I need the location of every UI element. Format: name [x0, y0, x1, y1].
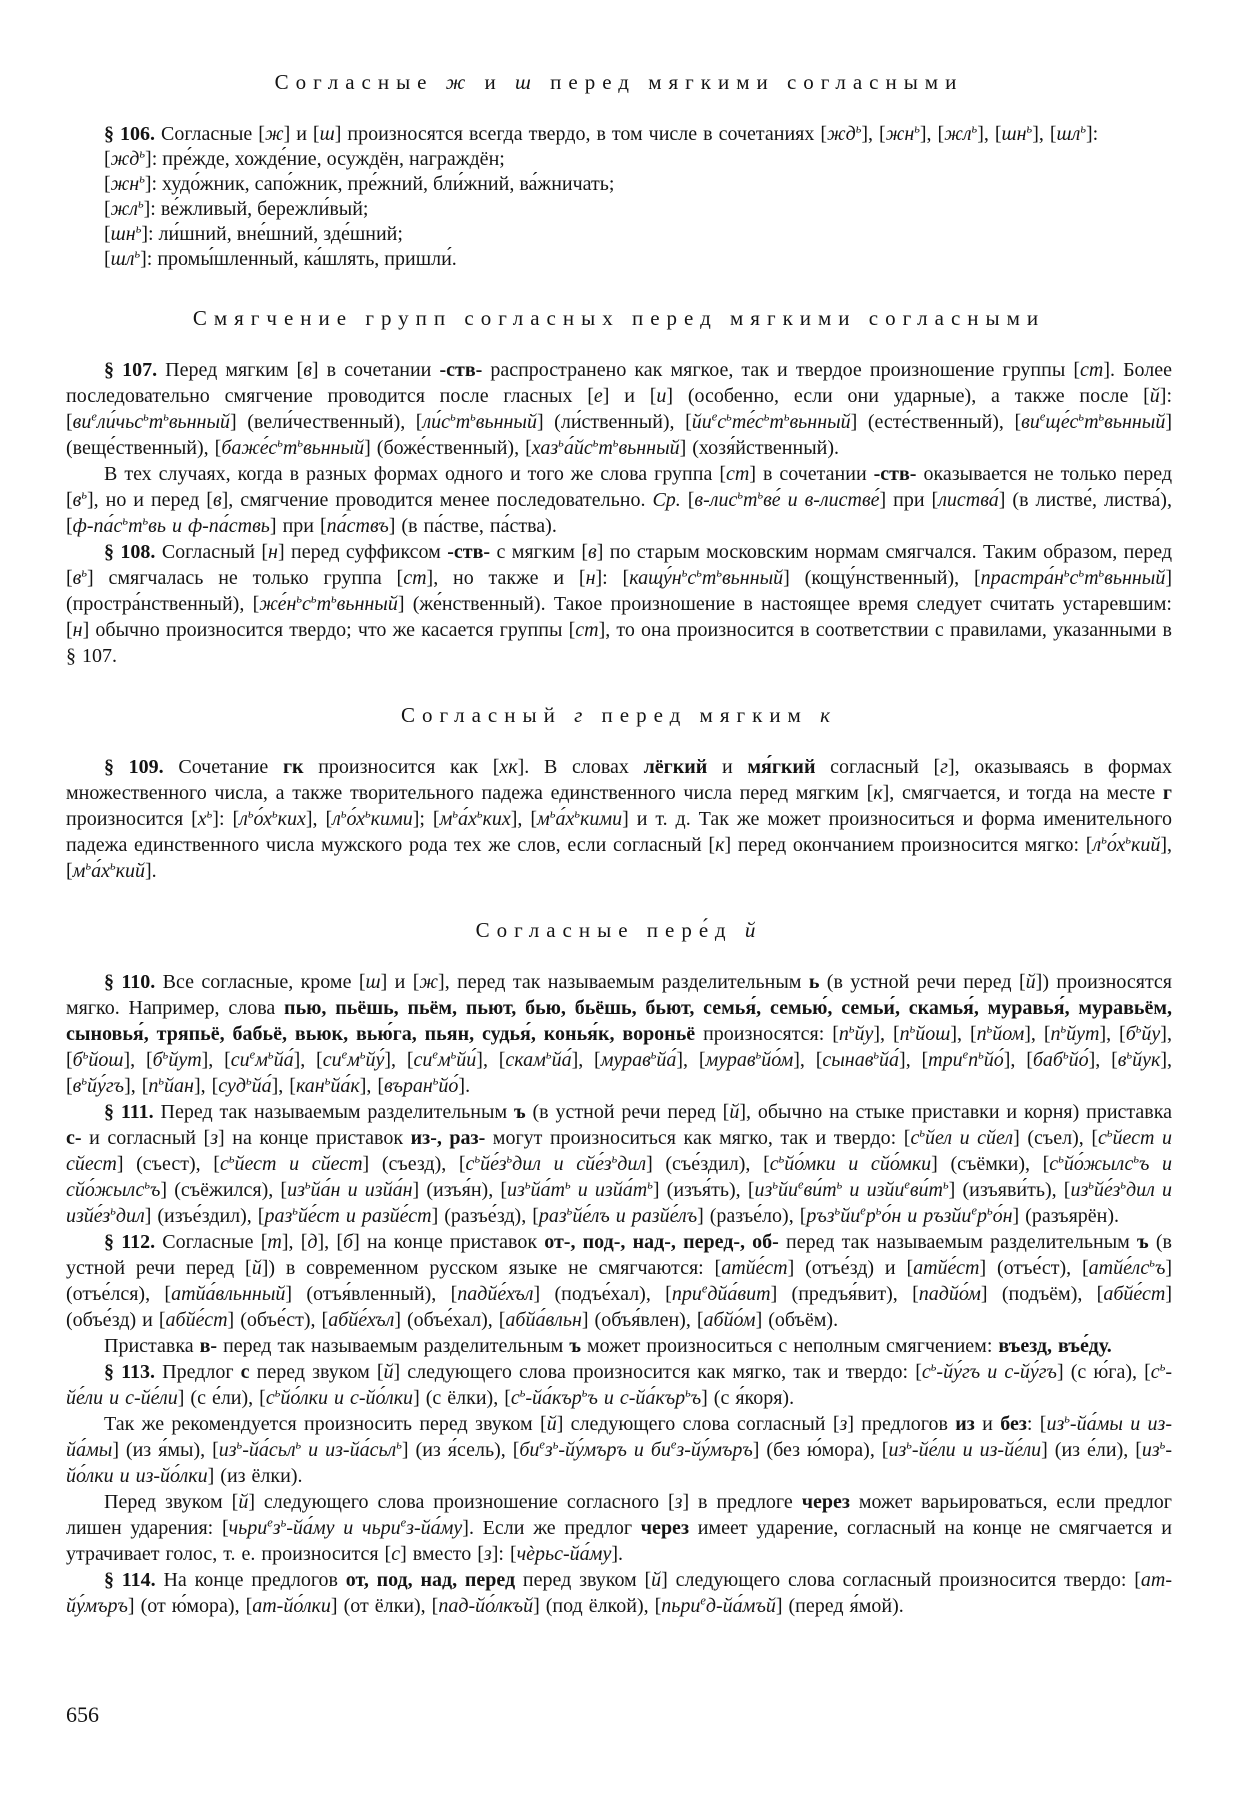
paragraph-113-continued: Так же рекомендуется произносить перед звуком [й] следующего слова согласный [з] предлогов из и без: [$из^ь-йа́мы$ и из-йа́мы] (из я́мы), [$из^ь-йа́сьл^ь$ и из-йа́сьл$^ь$] (из я́сель), [$би^ез^ь-йу́мъръ$ и $би^ез-йу́мъръ$] (без ю́мора), [$из^ь-йе́ли$ и из-йе́ли] (из е́ли), [$из^ь-йо́лки$ и из-йо́лки] (из ёлки).: [66, 1411, 1173, 1487]
paragraph-107: § 107. Перед мягким [в] в сочетании -ств- распространено как мягкое, так и твердое произношение группы [ст]. Более последовательно смягчение проводится после гласных [е] и [и] (особенно, если они ударные), а также после [й]: $[ви^ели́чьс^ьт^ьвьнный]$ (вели́чественный), $[ли́с^ьт^ьвьнный]$ (ли́ственный), $[йи^ес^ьте́с^ьт^ьвьнный]$ (есте́ственный), $[ви^еще́с^ьт^ьвьнный]$ (веще́ственный), $[баже́с^ьт^ьвьнный]$ (боже́ственный), $[хаз^ьа́йс^ьт^ьвьнный]$ (хозя́йственный).: [66, 359, 1173, 459]
paragraph-107-continued: В тех случаях, когда в разных формах одного и того же слова группа [ст] в сочетании -ств- оказывается не только перед $[в^ь]$, но и перед [в], смягчение проводится менее последовательно. Ср. [$в-лис^ьт^ьве́$ и в-листве́] при [листва́] (в листве́, листва́), [$ф-па́с^ьт^ьвь$ и ф-па́ствь] при [па́ствъ] (в па́стве, па́ства).: [66, 463, 1172, 537]
paragraph-111: § 111. Перед так называемым разделительным ъ (в устной речи перед [й], обычно на стыке приставки и корня) приставка с- и согласный [з] на конце приставок из-, раз- могут произноситься как мягко, так и твердо: [$с^ьйел$ и сйел] (съел), [$с^ьйест$ и сйест] (съест), [$с^ьйест$ и сйест] (съезд), [$с^ьйе́з^ьдил$ и $сйе́з^ьдил$] (съе́здил), [$с^ьйо́мки$ и сйо́мки] (съёмки), [$с^ьйо́жылс^ьъ$ и сйо́жылс$^ь$ъ] (съёжился), [$из^ьйа́н$ и изйа́н] (изъя́н), [$из^ьйа́т^ь$ и $изйа́т^ь$] (изъя́ть), [$из^ьйи^еви́т^ь$ и $изйи^еви́т^ь$] (изъяви́ть), [$из^ьйе́з^ьдил$ и $изйе́з^ьдил$] (изъе́здил), [раз$^ь$йе́ст и разйе́ст] (разъе́зд), [раз$^ь$йе́лъ и разйе́лъ] (разъе́ло), [$ръз^ьйи^ер^ьо́н$ и $ръзйи^ер^ьо́н$] (разъярён).: [66, 1101, 1173, 1227]
page-number: 656: [66, 1702, 99, 1727]
paragraph-113-cherez: Перед звуком [й] следующего слова произношение согласного [з] в предлоге через может варьироваться, если предлог лишен ударения: [$чьри^ез^ь-йа́му$ и чьри$^е$з-йа́му]. Если же предлог через имеет ударение, согласный на конце не смягчается и утрачивает голос, т. е. произносится [с] вместо [з]: [чѐрьс-йа́му].: [66, 1491, 1172, 1565]
paragraph-113: § 113. Предлог с перед звуком [й] следующего слова произносится как мягко, так и твердо: [$с^ь-йу́гъ$ и с-йу́гъ] (с ю́га), [$с^ь-йе́ли$ и с-йе́ли] (с е́ли), [$с^ьйо́лки$ и с-йо́лки] (с ёлки), [$с^ь-йа́кър^ьъ$ и с-йа́кър$^ь$ъ] (с я́коря).: [66, 1359, 1172, 1409]
section-heading-softening: Смягчение групп согласных перед мягкими согласными: [192, 306, 1046, 330]
paragraph-110: § 110. Все согласные, кроме [ш] и [ж], перед так называемым разделительным ь (в устной речи перед [й]) произносятся мягко. Например, слова пью, пьёшь, пьём, пьют, бью, бьёшь, бьют, семья́, семью́, семьи́, скамья́, муравья́, муравьём, сыновья́, тряпьё, бабьё, вьюк, вью́га, пьян, судья́, конья́к, вороньё произносятся: $[п^ьйу]$, $[п^ьйош]$, $[п^ьйом]$, $[п^ьйут]$, $[б^ьйу]$, $[б^ьйош]$, $[б^ьйут]$, $[си^ем^ьйа́]$, $[си^ем^ьйу́]$, $[си^ем^ьйи́]$, [скам$^ь$йа́], [мурав$^ь$йа́], [мурав$^ь$йо́м], [сынав$^ь$йа́], $[три^еп^ьйо́]$, [баб$^ь$йо́], $[в^ьйук]$, $[в^ьйу́гъ]$, $[п^ьйан]$, [суд$^ь$йа́], [кан$^ь$йа́к], [въран$^ь$йо́].: [66, 971, 1173, 1097]
paragraph-112: § 112. Согласные [т], [д], [б] на конце приставок от-, под-, над-, перед-, об- перед так называемым разделительным ъ (в устной речи перед [й]) в современном русском языке не смягчаются: [атйе́ст] (отъе́зд) и [атйе́ст] (отъе́ст), $[атйе́лс^ьъ]$ (отъе́лся), [атйа́вльнный] (отъя́вленный), [падйе́хъл] (подъе́хал), [при$^е$дйа́вит] (предъя́вит), [падйо́м] (подъём), [абйе́ст] (объе́зд) и [абйе́ст] (объе́ст), [абйе́хъл] (объе́хал), [абйа́вльн] (объя́влен), [абйо́м] (объём).: [66, 1231, 1173, 1331]
paragraph-108: § 108. Согласный [н] перед суффиксом -ств- с мягким [в] по старым московским нормам смягчался. Таким образом, перед $[в^ь]$ смягчалась не только группа [ст], но также и [н]: $[кащу́н^ьс^ьт^ьвьнный]$ (кощу́нственный), $[прастра́н^ьс^ьт^ьвьнный]$ (простра́нственный), $[же́н^ьс^ьт^ьвьнный]$ (же́нственный). Такое произношение в настоящее время следует считать устаревшим: [н] обычно произносится твердо; что же касается группы [ст], то она произносится в соответствии с правилами, указанными в § 107.: [66, 541, 1173, 667]
example-item: $[шн^ь]$: ли́шний, вне́шний, зде́шний;: [104, 221, 403, 245]
example-item: $[жл^ь]$: ве́жливый, бережли́вый;: [104, 196, 369, 220]
section-heading-before-j: Согласные пере́д й: [475, 918, 763, 942]
example-item: $[жн^ь]$: худо́жник, сапо́жник, пре́жний, бли́жний, ва́жничать;: [104, 171, 615, 195]
paragraph-114: § 114. На конце предлогов от, под, над, перед перед звуком [й] следующего слова согласный произносится твердо: [ат-йу́мъръ] (от ю́мора), [ат-йо́лки] (от ёлки), [пад-йо́лкъй] (под ёлкой), [пьри$^е$д-йа́мъй] (перед я́мой).: [66, 1569, 1172, 1617]
paragraph-109: § 109. Сочетание гк произносится как [хк]. В словах лёгкий и мя́гкий согласный [г], оказываясь в формах множественного числа, а также творительного падежа единственного числа перед мягким [к], смягчается, и тогда на месте г произносится $[х^ь]$: $[л^ьо́х^ьких]$, $[л^ьо́х^ькими]$; $[м^ьа́х^ьких]$, $[м^ьа́х^ькими]$ и т. д. Так же может произноситься и форма именительного падежа единственного числа мужского рода тех же слов, если согласный [к] перед окончанием произносится мягко: $[л^ьо́х^ький]$, $[м^ьа́х^ький]$.: [66, 756, 1173, 882]
section-heading-g-k: Согласный г перед мягким к: [401, 703, 837, 727]
paragraph-106: § 106. Согласные [ж] и [ш] произносятся всегда твердо, в том числе в сочетаниях $[жд^ь]$, $[жн^ь]$, $[жл^ь]$, $[шн^ь]$, $[шл^ь]$:: [104, 121, 1099, 145]
section-heading-zh-sh: Согласные ж и ш перед мягкими согласными: [274, 70, 964, 94]
paragraph-112-continued: Приставка в- перед так называемым разделительным ъ может произноситься с неполным смягчением: въезд, въе́ду.: [104, 1335, 1112, 1357]
example-list-106: [66, 147, 1172, 272]
example-item: $[шл^ь]$: промы́шленный, ка́шлять, пришли́.: [104, 246, 457, 270]
example-item: $[жд^ь]$: пре́жде, хожде́ние, осуждён, награждён;: [104, 146, 505, 170]
